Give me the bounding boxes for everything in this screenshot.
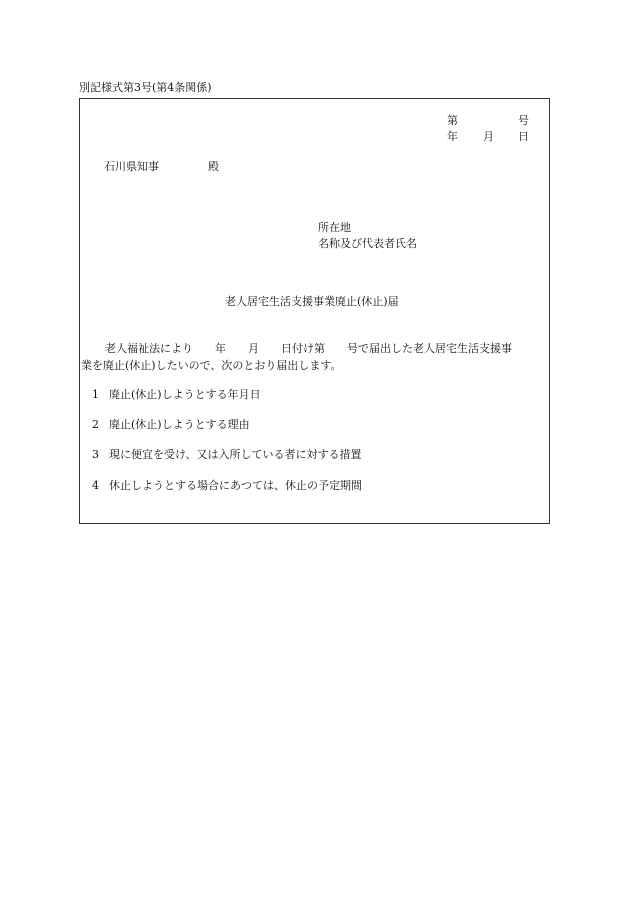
body-paragraph: [81, 340, 545, 374]
number-prefix: 第: [447, 114, 458, 127]
document-title: 老人居宅生活支援事業廃止(休止)届: [225, 295, 399, 308]
item-3-number: 3: [92, 448, 99, 461]
number-suffix: 号: [518, 114, 529, 127]
form-label: 別記様式第3号(第4条関係): [79, 81, 212, 94]
date-month: 月: [483, 130, 494, 143]
item-3-text: 現に便宜を受け、又は入所している者に対する措置: [109, 448, 362, 461]
item-1-number: 1: [92, 388, 99, 401]
date-day: 日: [518, 130, 529, 143]
date-year: 年: [447, 130, 458, 143]
item-2-text: 廃止(休止)しようとする理由: [109, 418, 250, 431]
item-2-number: 2: [92, 418, 99, 431]
addressee-name: 石川県知事: [104, 160, 159, 173]
addressee-honorific: 殿: [208, 160, 219, 173]
item-4-number: 4: [92, 479, 99, 492]
item-1-text: 廃止(休止)しようとする年月日: [109, 388, 261, 401]
item-4-text: 休止しようとする場合にあつては、休止の予定期間: [109, 479, 362, 492]
applicant-name-label: 名称及び代表者氏名: [318, 237, 417, 250]
body-line-2: 業を廃止(休止)したいので、次のとおり届出します。: [81, 359, 342, 372]
applicant-address-label: 所在地: [318, 221, 351, 234]
body-line-1: 老人福祉法により 年 月 日付け第 号で届出した老人居宅生活支援事: [105, 342, 512, 355]
